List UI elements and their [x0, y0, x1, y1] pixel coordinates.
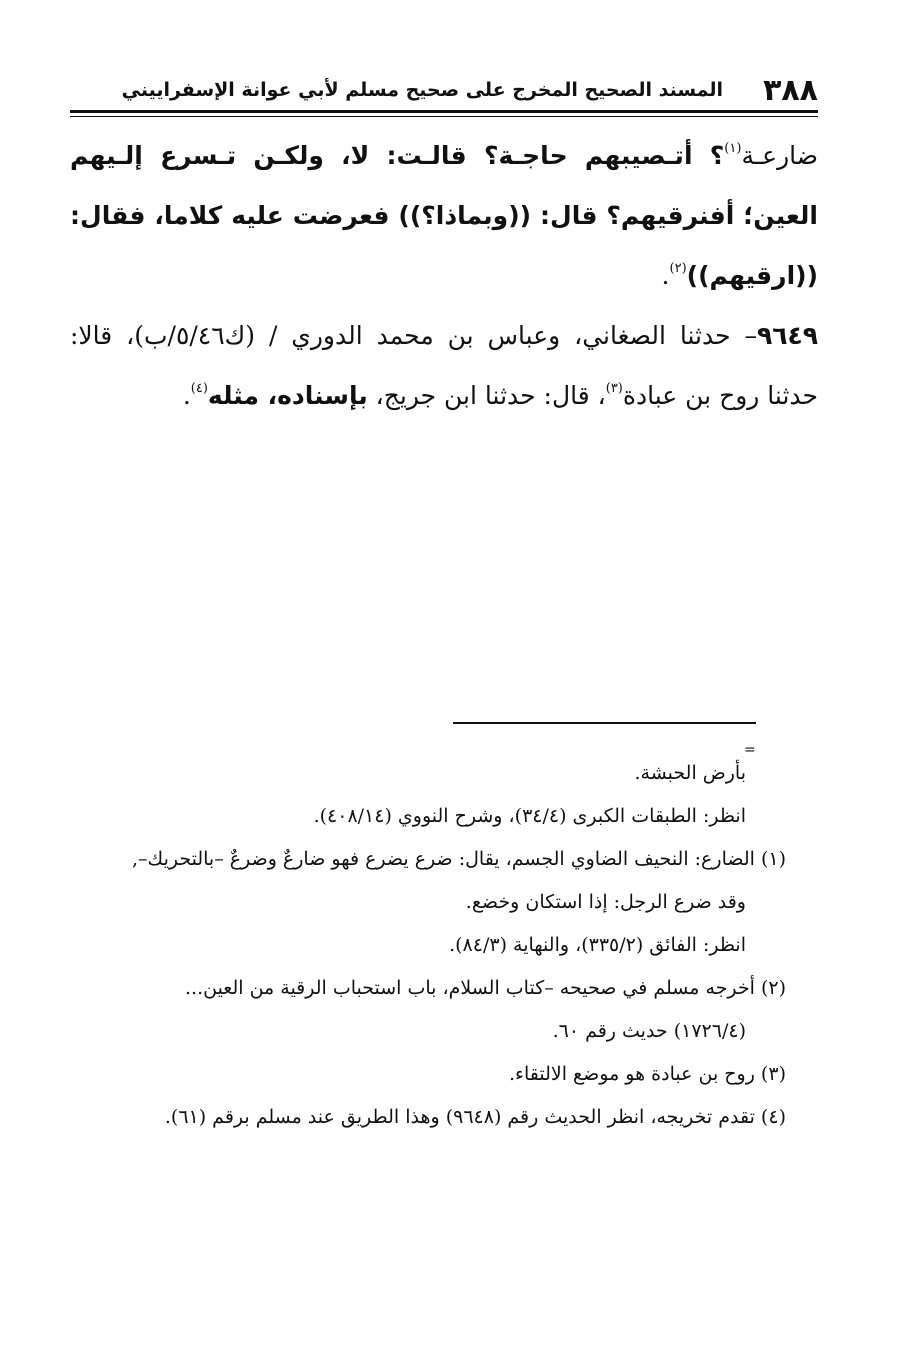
footnote-ref-3[interactable]: (٣)	[605, 381, 623, 396]
bold-run: بإسناده، مثله	[207, 381, 368, 410]
continuation-mark: =	[744, 742, 756, 758]
text-run: – حدثنا الصغاني، وعباس بن محمد الدوري / (ك٥/٤٦/ب)، قالا: حدثنا روح بن عبادة	[70, 321, 818, 410]
text-run: .	[182, 381, 191, 410]
paragraph-continuation	[70, 126, 818, 306]
page-header	[70, 72, 818, 108]
footnote-ref-4[interactable]: (٤)	[190, 381, 208, 396]
footnote-line: وقد ضرع الرجل: إذا استكان وخضع.	[465, 891, 746, 913]
quote-run: ((ارقيهم))	[686, 261, 818, 290]
footnote-separator	[453, 722, 756, 724]
quote-run: ((وبماذا؟))	[398, 201, 532, 230]
hadith-paragraph	[70, 306, 818, 426]
page-number: ٣٨٨	[763, 72, 818, 108]
main-text	[70, 126, 818, 426]
footnote-line: انظر: الطبقات الكبرى (٣٤/٤)، وشرح النووي (٤٠٨/١٤).	[313, 805, 746, 827]
footnote-ref-2[interactable]: (٢)	[669, 261, 687, 276]
header-rule	[70, 110, 818, 113]
running-title: المسند الصحيح المخرج على صحيح مسلم لأبي عوانة الإسفراييني	[121, 79, 724, 101]
header-rule-thin	[70, 116, 818, 117]
footnote-ref-1[interactable]: (١)	[724, 141, 742, 156]
text-run: فعرضت عليه كلاما، فقال:	[70, 201, 399, 230]
footnote-4: (٤) تقدم تخريجه، انظر الحديث رقم (٩٦٤٨) وهذا الطريق عند مسلم برقم (٦١).	[164, 1106, 786, 1128]
footnote-line: بأرض الحبشة.	[634, 762, 746, 784]
footnotes	[70, 752, 786, 1139]
text-run: ؟ أتـصيبهم حاجـة؟ قالـت: لا، ولكـن تـسرع إلـيهم العين؛ أفنرقيهم؟ قال:	[70, 141, 818, 230]
text-run: ، قال: حدثنا ابن جريج،	[367, 381, 606, 410]
text-run: ضارعـة	[741, 141, 818, 170]
text-run: .	[661, 261, 670, 290]
footnote-1: (١) الضارع: النحيف الضاوي الجسم، يقال: ضرع يضرع فهو ضارعٌ وضرعٌ –بالتحريك–,	[132, 848, 786, 870]
footnote-line: انظر: الفائق (٣٣٥/٢)، والنهاية (٨٤/٣).	[449, 934, 746, 956]
footnote-line: (١٧٢٦/٤) حديث رقم ٦٠.	[552, 1020, 746, 1042]
footnote-2: (٢) أخرجه مسلم في صحيحه –كتاب السلام، باب استحباب الرقية من العين...	[184, 977, 786, 999]
hadith-number: ٩٦٤٩	[756, 321, 818, 350]
footnote-3: (٣) روح بن عبادة هو موضع الالتقاء.	[508, 1063, 786, 1085]
